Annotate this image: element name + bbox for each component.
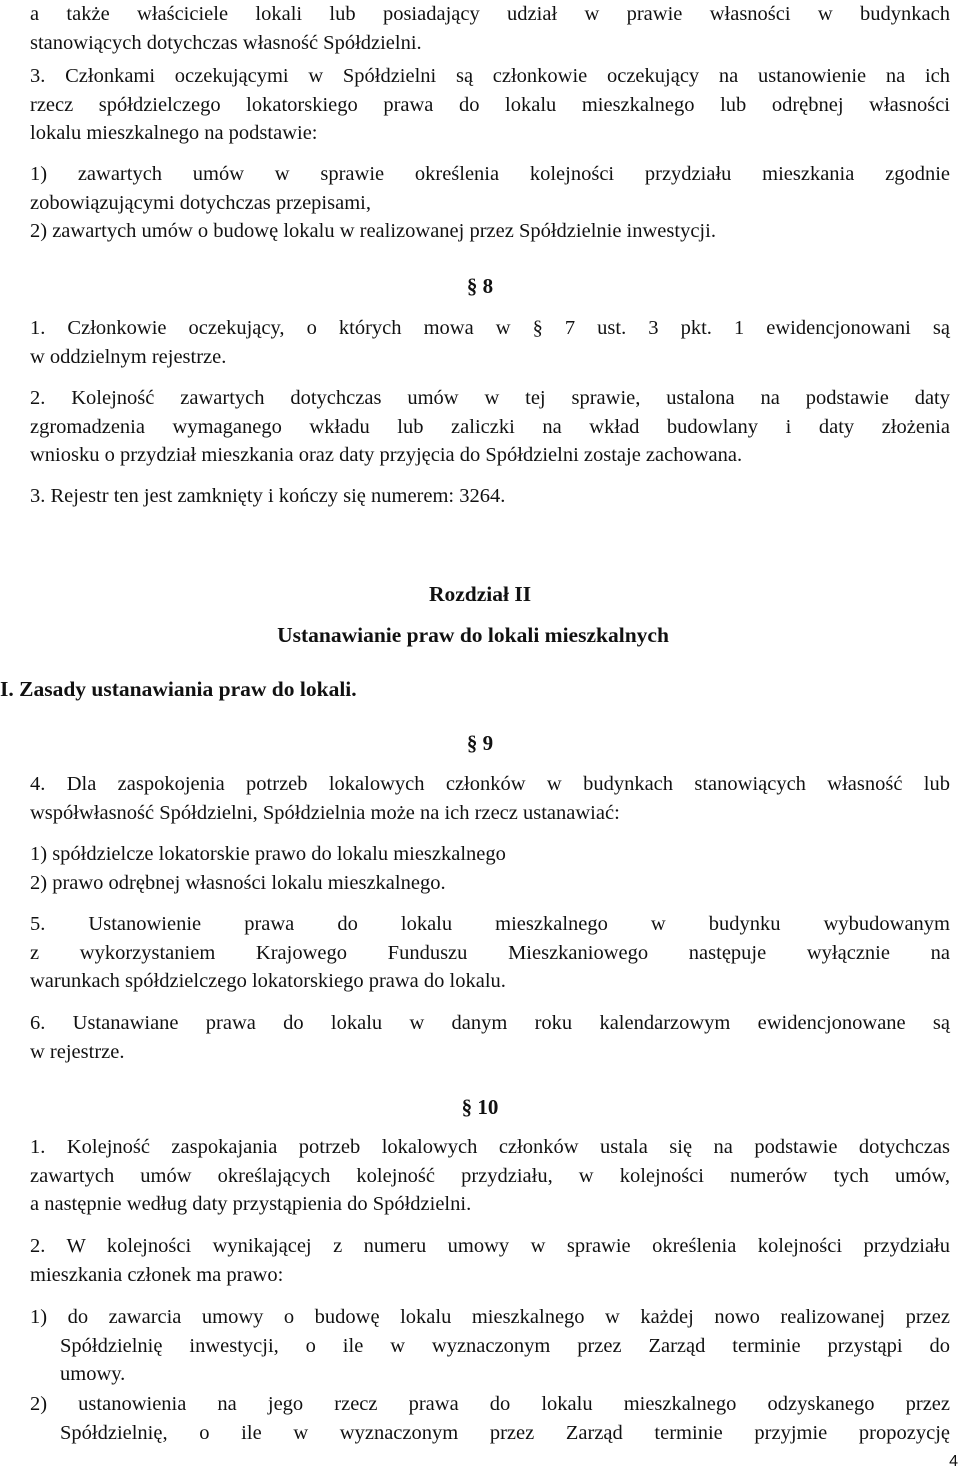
section-10-item-2-line-2: Spółdzielnię, o ile w wyznaczonym przez Zarząd terminie przyjmie propozycję [60,1421,950,1444]
section-10-item-2-line-1: 2) ustanowienia na jego rzecz prawa do lokalu mieszkalnego odzyskanego przez [30,1393,950,1415]
section-8-p2-line-3: wniosku o przydział mieszkania oraz daty przyjęcia do Spółdzielni zostaje zachowana. [30,444,743,466]
section-9-paragraph-4 [30,770,950,827]
section-10-title: § 10 [461,1095,499,1119]
section-9-p6-line-2: w rejestrze. [30,1040,125,1063]
section-8-p3-line-1: 3. Rejestr ten jest zamknięty i kończy się numerem: 3264. [30,485,506,507]
section-9-p4-line-1: 4. Dla zaspokojenia potrzeb lokalowych członków w budynkach stanowiących własność lub [30,773,950,795]
page-number: 4 [949,1452,958,1470]
section-10-item-1-line-2: Spółdzielnię inwestycji, o ile w wyznaczonym przez Zarząd terminie przystąpi do [60,1334,950,1357]
section-9-p5-line-3: warunkach spółdzielczego lokatorskiego prawa do lokalu. [30,970,506,992]
section-10-p2-line-1: 2. W kolejności wynikającej z numeru umowy w sprawie określenia kolejności przydziału [30,1235,950,1257]
section-8-paragraph-2 [30,384,950,470]
section-9-list [30,840,950,897]
section-10-item-1-line-3: umowy. [60,1363,126,1385]
paragraph-3-list [30,160,950,246]
section-10-p2-line-2: mieszkania członek ma prawo: [30,1263,284,1286]
section-8-p2-line-2: zgromadzenia wymaganego wkładu lub zaliczki na wkład budowlany i daty złożenia [30,415,950,438]
section-10-p1-line-3: a następnie według daty przystąpienia do Spółdzielni. [30,1193,472,1215]
paragraph-3-line-1: 3. Członkami oczekującymi w Spółdzielni są członkowie oczekujący na ustanowienie na ich [30,65,950,87]
section-9-p4-line-2: współwłasność Spółdzielni, Spółdzielnia może na ich rzecz ustanawiać: [30,801,620,824]
section-8-p1-line-2: w oddzielnym rejestrze. [30,345,227,368]
section-8-title: § 8 [466,274,494,298]
section-8-paragraph-3 [30,482,950,511]
section-heading: I. Zasady ustanawiania praw do lokali. [0,677,357,701]
section-10-p1-line-1: 1. Kolejność zaspokajania potrzeb lokalowych członków ustala się na podstawie dotychczas [30,1136,950,1158]
paragraph-3 [30,62,950,148]
section-10-paragraph-1 [30,1133,950,1219]
section-8-paragraph-1 [30,314,950,371]
section-8-p1-line-1: 1. Członkowie oczekujący, o których mowa w § 7 ust. 3 pkt. 1 ewidencjonowani są [30,317,950,339]
chapter-subtitle: Ustanawianie praw do lokali mieszkalnych [277,623,669,647]
section-9-p5-line-1: 5. Ustanowienie prawa do lokalu mieszkalnego w budynku wybudowanym [30,913,950,935]
intro-line-1: a także właściciele lokali lub posiadający udział w prawie własności w budynkach [30,3,950,25]
list-item-1-line-1: 1) zawartych umów w sprawie określenia kolejności przydziału mieszkania zgodnie [30,163,950,185]
intro-line-2: stanowiących dotychczas własność Spółdzielni. [30,31,422,54]
section-9-p5-line-2: z wykorzystaniem Krajowego Funduszu Mieszkaniowego następuje wyłącznie na [30,941,950,964]
section-10-paragraph-2 [30,1232,950,1289]
section-9-paragraph-6 [30,1009,950,1066]
paragraph-3-line-3: lokalu mieszkalnego na podstawie: [30,122,318,144]
chapter-title: Rozdział II [428,582,532,606]
section-10-list-item-2 [30,1390,950,1447]
section-10-p1-line-2: zawartych umów określających kolejność przydziału, w kolejności numerów tych umów, [30,1164,950,1187]
section-10-list-item-1 [30,1303,950,1389]
section-9-title: § 9 [466,731,494,755]
section-8-p2-line-1: 2. Kolejność zawartych dotychczas umów w tej sprawie, ustalona na podstawie daty [30,387,950,409]
list-item-2: 2) zawartych umów o budowę lokalu w realizowanej przez Spółdzielnie inwestycji. [30,220,716,242]
intro-paragraph [30,0,950,57]
section-9-list-item-2: 2) prawo odrębnej własności lokalu mieszkalnego. [30,871,446,894]
section-9-paragraph-5 [30,910,950,996]
section-9-p6-line-1: 6. Ustanawiane prawa do lokalu w danym roku kalendarzowym ewidencjonowane są [30,1012,950,1034]
list-item-1-line-2: zobowiązującymi dotychczas przepisami, [30,191,371,214]
paragraph-3-line-2: rzecz spółdzielczego lokatorskiego prawa do lokalu mieszkalnego lub odrębnej własności [30,93,950,116]
section-10-item-1-line-1: 1) do zawarcia umowy o budowę lokalu mieszkalnego w każdej nowo realizowanej przez [30,1306,950,1328]
section-9-list-item-1: 1) spółdzielcze lokatorskie prawo do lokalu mieszkalnego [30,843,506,865]
